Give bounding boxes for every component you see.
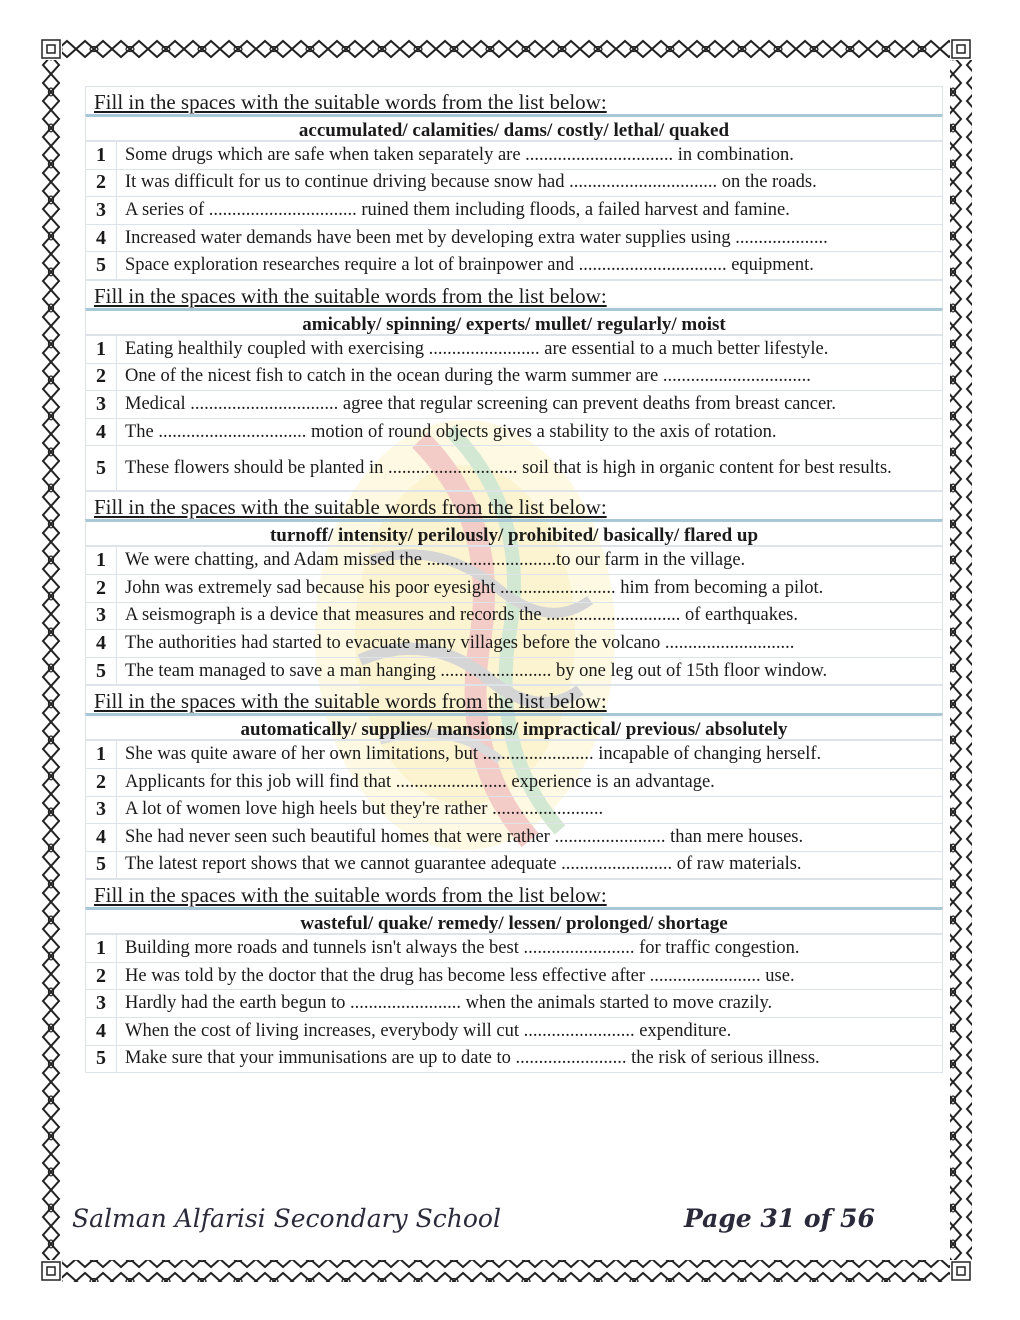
worksheet	[85, 86, 943, 1073]
word-list: accumulated/ calamities/ dams/ costly/ lethal/ quaked	[85, 114, 943, 141]
question-row	[86, 224, 943, 252]
question-text: A series of ................................ ruined them including floods, a failed harvest and famine.	[117, 197, 943, 225]
question-number: 4	[86, 418, 117, 446]
question-number: 2	[86, 574, 117, 602]
question-number: 2	[86, 962, 117, 990]
question-row	[86, 142, 943, 170]
question-row	[86, 363, 943, 391]
question-text: The ................................ motion of round objects gives a stability to the axis of rotation.	[117, 418, 943, 446]
exercise-section	[85, 879, 943, 1073]
question-text: The authorities had started to evacuate many villages before the volcano ............................	[117, 630, 943, 658]
question-text: She had never seen such beautiful homes that were rather ........................ than mere houses.	[117, 824, 943, 852]
question-text: Increased water demands have been met by developing extra water supplies using ....................	[117, 224, 943, 252]
question-text: Space exploration researches require a lot of brainpower and ................................ equipment.	[117, 252, 943, 280]
word-list: wasteful/ quake/ remedy/ lessen/ prolonged/ shortage	[85, 907, 943, 934]
question-text: The team managed to save a man hanging ........................ by one leg out of 15th floor window.	[117, 657, 943, 685]
question-text: John was extremely sad because his poor eyesight ......................... him from becoming a pilot.	[117, 574, 943, 602]
question-text: Eating healthily coupled with exercising ........................ are essential to a much better lifestyle.	[117, 335, 943, 363]
question-number: 5	[86, 446, 117, 491]
question-text: When the cost of living increases, everybody will cut ........................ expenditure.	[117, 1018, 943, 1046]
question-number: 2	[86, 169, 117, 197]
question-row	[86, 547, 943, 575]
question-row	[86, 630, 943, 658]
section-instruction: Fill in the spaces with the suitable words from the list below:	[85, 879, 943, 907]
question-number: 4	[86, 630, 117, 658]
question-number: 5	[86, 851, 117, 879]
question-table	[85, 546, 943, 685]
question-text: One of the nicest fish to catch in the ocean during the warm summer are ................................	[117, 363, 943, 391]
question-number: 3	[86, 796, 117, 824]
section-instruction: Fill in the spaces with the suitable words from the list below:	[85, 685, 943, 713]
question-row	[86, 962, 943, 990]
question-text: A seismograph is a device that measures and records the ............................. of earthquakes.	[117, 602, 943, 630]
question-number: 4	[86, 824, 117, 852]
question-row	[86, 335, 943, 363]
question-row	[86, 824, 943, 852]
question-row	[86, 1045, 943, 1073]
question-number: 4	[86, 1018, 117, 1046]
question-number: 3	[86, 602, 117, 630]
section-instruction: Fill in the spaces with the suitable words from the list below:	[85, 280, 943, 308]
question-text: Building more roads and tunnels isn't always the best ........................ for traffic congestion.	[117, 935, 943, 963]
question-table	[85, 740, 943, 879]
question-number: 5	[86, 1045, 117, 1073]
question-text: We were chatting, and Adam missed the ............................to our farm in the village.	[117, 547, 943, 575]
question-number: 1	[86, 741, 117, 769]
question-row	[86, 602, 943, 630]
question-row	[86, 768, 943, 796]
question-text: He was told by the doctor that the drug has become less effective after ........................ use.	[117, 962, 943, 990]
question-row	[86, 657, 943, 685]
question-text: Medical ................................ agree that regular screening can prevent deaths from breast cancer.	[117, 391, 943, 419]
word-list: amicably/ spinning/ experts/ mullet/ regularly/ moist	[85, 308, 943, 335]
word-list: turnoff/ intensity/ perilously/ prohibited/ basically/ flared up	[85, 519, 943, 546]
footer-page-number: Page 31 of 56	[684, 1204, 875, 1233]
question-row	[86, 391, 943, 419]
question-text: Hardly had the earth begun to ........................ when the animals started to move crazily.	[117, 990, 943, 1018]
question-text: It was difficult for us to continue driving because snow had ................................ on the roads.	[117, 169, 943, 197]
question-text: These flowers should be planted in ............................ soil that is high in organic content for best results.	[117, 446, 943, 491]
question-table	[85, 335, 943, 491]
exercise-section	[85, 280, 943, 491]
question-number: 2	[86, 363, 117, 391]
question-row	[86, 935, 943, 963]
question-number: 4	[86, 224, 117, 252]
question-number: 1	[86, 142, 117, 170]
footer-school-name: Salman Alfarisi Secondary School	[72, 1204, 501, 1233]
question-number: 3	[86, 391, 117, 419]
question-number: 5	[86, 657, 117, 685]
question-text: The latest report shows that we cannot guarantee adequate ........................ of raw materials.	[117, 851, 943, 879]
question-text: A lot of women love high heels but they're rather ........................	[117, 796, 943, 824]
question-row	[86, 169, 943, 197]
question-text: She was quite aware of her own limitations, but ........................ incapable of changing herself.	[117, 741, 943, 769]
word-list: automatically/ supplies/ mansions/ impractical/ previous/ absolutely	[85, 713, 943, 740]
question-number: 2	[86, 768, 117, 796]
question-number: 1	[86, 935, 117, 963]
question-number: 5	[86, 252, 117, 280]
question-row	[86, 741, 943, 769]
question-number: 1	[86, 547, 117, 575]
question-row	[86, 990, 943, 1018]
question-row	[86, 197, 943, 225]
question-number: 1	[86, 335, 117, 363]
question-row	[86, 418, 943, 446]
question-text: Some drugs which are safe when taken separately are ................................ in combination.	[117, 142, 943, 170]
question-text: Applicants for this job will find that ........................ experience is an advantage.	[117, 768, 943, 796]
question-row	[86, 252, 943, 280]
question-table	[85, 934, 943, 1073]
question-row	[86, 1018, 943, 1046]
section-instruction: Fill in the spaces with the suitable words from the list below:	[85, 86, 943, 114]
question-number: 3	[86, 197, 117, 225]
section-instruction: Fill in the spaces with the suitable words from the list below:	[85, 491, 943, 519]
exercise-section	[85, 491, 943, 685]
exercise-section	[85, 86, 943, 280]
question-number: 3	[86, 990, 117, 1018]
question-row	[86, 446, 943, 491]
question-row	[86, 851, 943, 879]
exercise-section	[85, 685, 943, 879]
question-row	[86, 574, 943, 602]
question-table	[85, 141, 943, 280]
question-row	[86, 796, 943, 824]
question-text: Make sure that your immunisations are up to date to ........................ the risk of serious illness.	[117, 1045, 943, 1073]
